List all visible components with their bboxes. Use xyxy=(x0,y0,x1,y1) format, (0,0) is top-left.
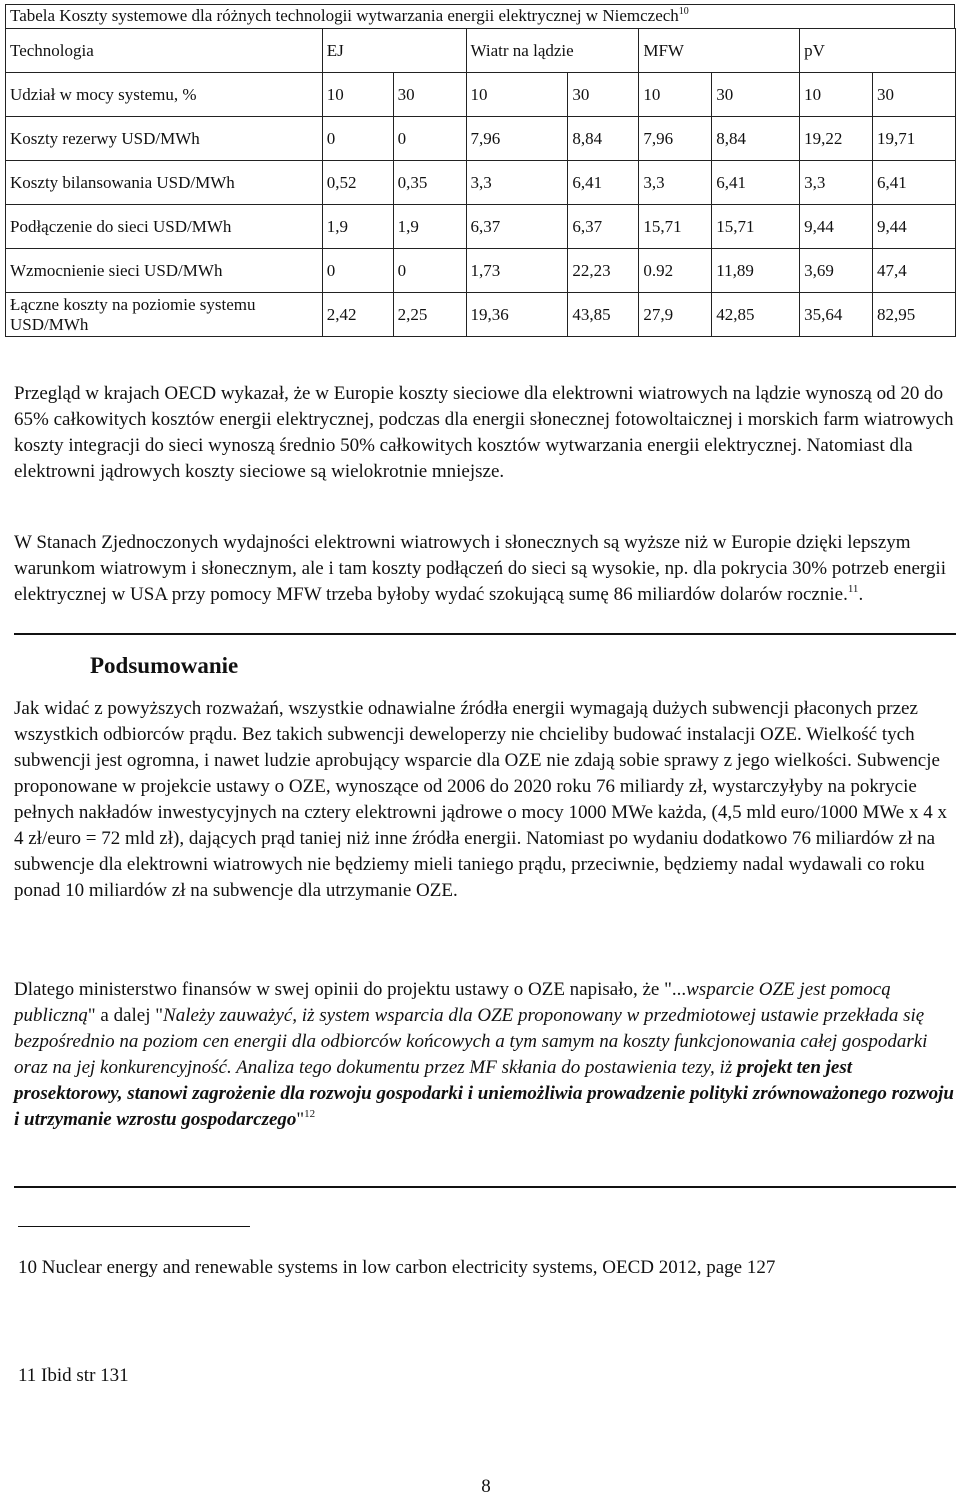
value-cell: 6,41 xyxy=(712,161,800,205)
paragraph-usa-end: . xyxy=(858,584,864,605)
quote-italic-2: Należy zauważyć, iż system wsparcia dla OZE proponowany w przedmiotowej ustawie przekłada się bezpośrednio na poziom cen energii dla odbiorców końcowych a tym samym na koszty funkcjonowania całej gospodarki oraz na jej konkurencyjność. Analiza tego dokumentu przez MF skłania do postawienia tezy, iż xyxy=(14,1005,928,1078)
value-cell: 6,41 xyxy=(568,161,639,205)
value-cell: 22,23 xyxy=(568,249,639,293)
value-cell: 30 xyxy=(712,73,800,117)
row-label-cell: Koszty bilansowania USD/MWh xyxy=(6,161,323,205)
row-label-cell: Wzmocnienie sieci USD/MWh xyxy=(6,249,323,293)
header-group-cell: MFW xyxy=(639,29,800,73)
table-row xyxy=(6,205,956,249)
value-cell: 0 xyxy=(393,117,466,161)
table-row xyxy=(6,293,956,337)
value-cell: 35,64 xyxy=(800,293,873,337)
value-cell: 30 xyxy=(568,73,639,117)
value-cell: 10 xyxy=(466,73,568,117)
value-cell: 3,69 xyxy=(800,249,873,293)
value-cell: 1,9 xyxy=(393,205,466,249)
value-cell: 0.92 xyxy=(639,249,712,293)
value-cell: 47,4 xyxy=(873,249,956,293)
row-label-cell: Udział w mocy systemu, % xyxy=(6,73,323,117)
paragraph-oecd: Przegląd w krajach OECD wykazał, że w Europie koszty sieciowe dla elektrowni wiatrowych na lądzie wynoszą od 20 do 65% całkowitych kosztów energii elektrycznej, podczas dla energii słonecznej fotowoltaicznej i morskich farm wiatrowych koszty integracji do sieci wynoszą średnio 50% całkowitych kosztów wytwarzania energii elektrycznej. Natomiast dla elektrowni jądrowych koszty sieciowe są wielokrotnie mniejsze. xyxy=(14,383,954,482)
footnote-10: 10 Nuclear energy and renewable systems in low carbon electricity systems, OECD 2012, page 127 xyxy=(18,1257,776,1278)
value-cell: 15,71 xyxy=(639,205,712,249)
section-divider xyxy=(14,633,956,635)
page-number: 8 xyxy=(481,1476,491,1497)
value-cell: 19,71 xyxy=(873,117,956,161)
value-cell: 15,71 xyxy=(712,205,800,249)
paragraph-usa-text: W Stanach Zjednoczonych wydajności elektrowni wiatrowych i słonecznych są wyższe niż w Europie dzięki lepszym warunkom wiatrowym i słonecznym, ale i tam koszty podłączeń do sieci są wysokie, np. dla pokrycia 30% potrzeb energii elektrycznej w USA przy pomocy MFW trzeba byłoby wydać szokującą sumę 86 miliardów dolarów rocznie. xyxy=(14,532,946,605)
value-cell: 6,37 xyxy=(466,205,568,249)
paragraph-usa xyxy=(14,530,956,608)
value-cell: 30 xyxy=(873,73,956,117)
body-end-divider xyxy=(14,1186,956,1188)
footnote-11: 11 Ibid str 131 xyxy=(18,1365,129,1386)
paragraph-summary: Jak widać z powyższych rozważań, wszystkie odnawialne źródła energii wymagają dużych subwencji płaconych przez wszystkich odbiorców prądu. Bez takich subwencji deweloperzy nie chcieliby budować instalacji OZE. Wielkość tych subwencji jest ogromna, i nawet ludzie aprobujący wsparcie dla OZE nie zdają sobie sprawy z jego wielkości. Subwencje proponowane w projekcie ustawy o OZE, wynoszące od 2006 do 2020 roku 76 miliardy zł, wystarczyłyby na pokrycie pełnych nakładów inwestycyjnych na cztery elektrowni jądrowe o mocy 1000 MWe każda, (4,5 mld euro/1000 MWe x 4 x 4 zł/euro = 72 mld zł), dających prąd taniej niż inne źródła energii. Natomiast po wydaniu dodatkowo 76 miliardów zł na subwencje dla elektrowni wiatrowych nie będziemy mieli taniego prądu, przeciwnie, będziemy nadal wydawali co roku ponad 10 miliardów zł na subwencje dla utrzymanie OZE. xyxy=(14,698,947,901)
value-cell: 7,96 xyxy=(639,117,712,161)
value-cell: 82,95 xyxy=(873,293,956,337)
value-cell: 42,85 xyxy=(712,293,800,337)
footnote-separator xyxy=(18,1226,250,1227)
value-cell: 43,85 xyxy=(568,293,639,337)
header-group-cell: EJ xyxy=(322,29,466,73)
value-cell: 10 xyxy=(639,73,712,117)
value-cell: 3,3 xyxy=(466,161,568,205)
value-cell: 0 xyxy=(393,249,466,293)
row-label-cell: Podłączenie do sieci USD/MWh xyxy=(6,205,323,249)
table-body xyxy=(6,29,956,337)
value-cell: 27,9 xyxy=(639,293,712,337)
value-cell: 2,42 xyxy=(322,293,393,337)
value-cell: 7,96 xyxy=(466,117,568,161)
value-cell: 1,9 xyxy=(322,205,393,249)
table-caption-text: Tabela Koszty systemowe dla różnych technologii wytwarzania energii elektrycznej w Niemczech xyxy=(10,6,679,25)
value-cell: 0,52 xyxy=(322,161,393,205)
header-group-cell: pV xyxy=(800,29,956,73)
table-row xyxy=(6,161,956,205)
header-label-cell: Technologia xyxy=(6,29,323,73)
value-cell: 9,44 xyxy=(873,205,956,249)
quote-end: " xyxy=(296,1109,305,1130)
quote-mid: " a dalej " xyxy=(87,1005,164,1026)
value-cell: 1,73 xyxy=(466,249,568,293)
value-cell: 3,3 xyxy=(639,161,712,205)
value-cell: 6,37 xyxy=(568,205,639,249)
footnote-ref-12: 12 xyxy=(304,1108,316,1120)
table-caption-footnote-ref: 10 xyxy=(678,6,689,17)
table-row xyxy=(6,73,956,117)
table-header-row xyxy=(6,29,956,73)
value-cell: 8,84 xyxy=(568,117,639,161)
table-caption xyxy=(5,4,955,28)
value-cell: 30 xyxy=(393,73,466,117)
paragraph-ministry-quote xyxy=(14,977,956,1133)
row-label-cell: Koszty rezerwy USD/MWh xyxy=(6,117,323,161)
value-cell: 0 xyxy=(322,117,393,161)
value-cell: 6,41 xyxy=(873,161,956,205)
value-cell: 11,89 xyxy=(712,249,800,293)
quote-bold-italic: projekt ten jest prosektorowy, stanowi zagrożenie dla rozwoju gospodarki i uniemożliwia prowadzenie polityki zrównoważonego rozwoju i utrzymanie wzrostu gospodarczego xyxy=(14,1057,954,1130)
value-cell: 2,25 xyxy=(393,293,466,337)
value-cell: 10 xyxy=(800,73,873,117)
footnote-ref-11: 11 xyxy=(847,583,859,595)
system-costs-table xyxy=(5,28,956,337)
section-heading: Podsumowanie xyxy=(90,653,239,678)
value-cell: 3,3 xyxy=(800,161,873,205)
quote-italic-1: wsparcie OZE jest pomocą publiczną xyxy=(14,979,891,1026)
quote-lead: Dlatego ministerstwo finansów w swej opinii do projektu ustawy o OZE napisało, że "... xyxy=(14,979,687,1000)
header-group-cell: Wiatr na lądzie xyxy=(466,29,639,73)
value-cell: 9,44 xyxy=(800,205,873,249)
table-row xyxy=(6,117,956,161)
row-label-cell: Łączne koszty na poziomie systemu USD/MWh xyxy=(6,293,323,337)
table-row xyxy=(6,249,956,293)
value-cell: 0,35 xyxy=(393,161,466,205)
value-cell: 0 xyxy=(322,249,393,293)
value-cell: 10 xyxy=(322,73,393,117)
value-cell: 19,22 xyxy=(800,117,873,161)
value-cell: 19,36 xyxy=(466,293,568,337)
value-cell: 8,84 xyxy=(712,117,800,161)
